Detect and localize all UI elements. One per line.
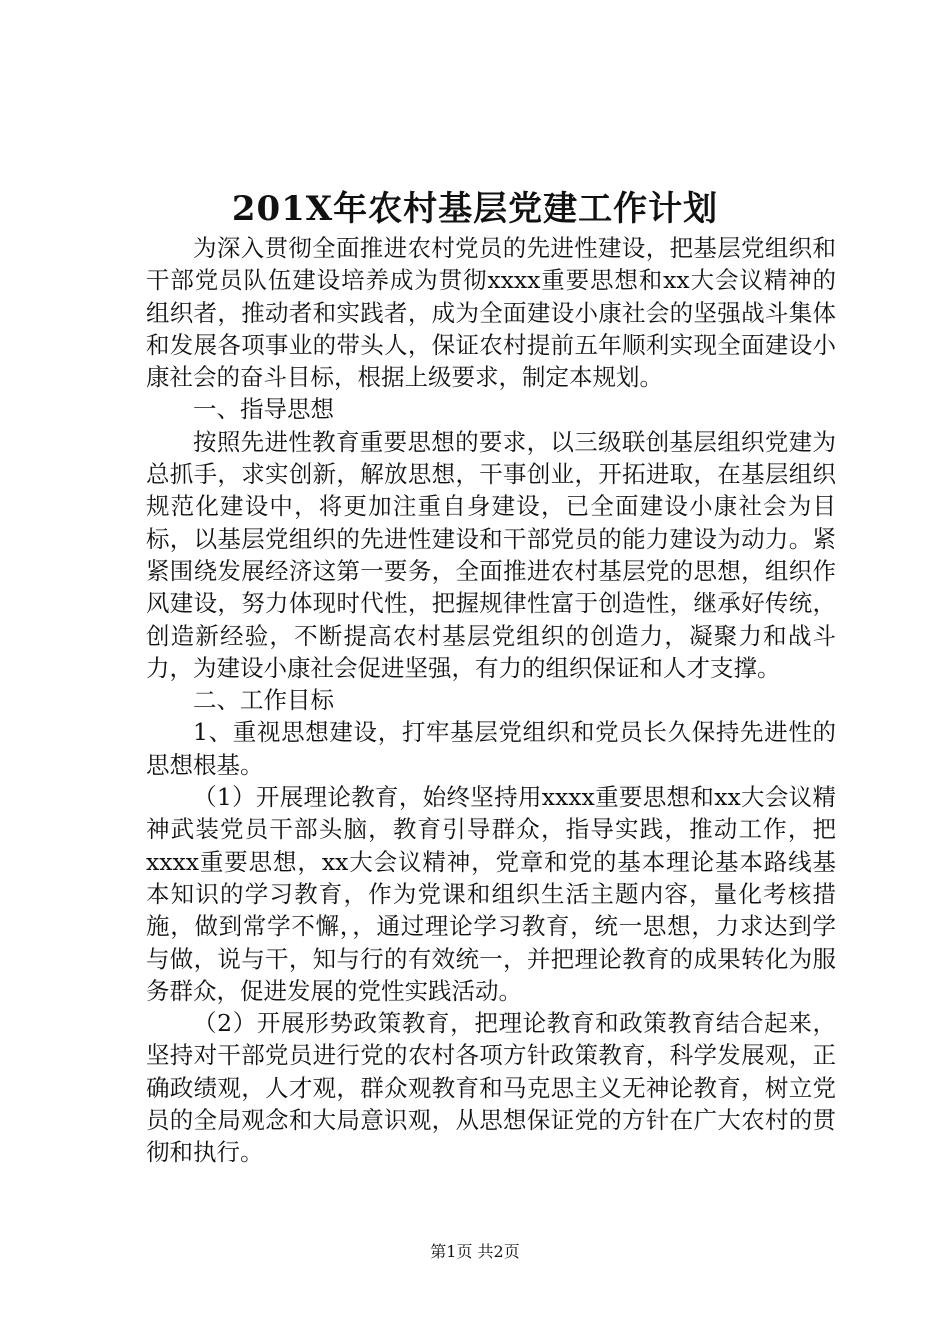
- document-body: [146, 232, 836, 1169]
- goal-1-paragraph: 1、重视思想建设，打牢基层党组织和党员长久保持先进性的思想根基。: [146, 718, 836, 779]
- document-title: 201X年农村基层党建工作计划: [231, 189, 719, 229]
- goal-1-item-1-paragraph: （1）开展理论教育，始终坚持用xxxx重要思想和xx大会议精神武装党员干部头脑，教育引导群众，指导实践，推动工作，把xxxx重要思想，xx大会议精神，党章和党的基本理论基本路线基本知识的学习教育，作为党课和组织生活主题内容，量化考核措施，做到常学不懈，，通过理论学习教育，统一思想，力求达到学与做，说与干，知与行的有效统一，并把理论教育的成果转化为服务群众，促进发展的党性实践活动。: [146, 783, 836, 1005]
- intro-paragraph: 为深入贯彻全面推进农村党员的先进性建设，把基层党组织和干部党员队伍建设培养成为贯彻xxxx重要思想和xx大会议精神的组织者，推动者和实践者，成为全面建设小康社会的坚强战斗集体和发展各项事业的带头人，保证农村提前五年顺利实现全面建设小康社会的奋斗目标，根据上级要求，制定本规划。: [146, 234, 836, 392]
- goal-1-item-2-paragraph: （2）开展形势政策教育，把理论教育和政策教育结合起来，坚持对干部党员进行党的农村各项方针政策教育，科学发展观，正确政绩观，人才观，群众观教育和马克思主义无神论教育，树立党员的全局观念和大局意识观，从思想保证党的方针在广大农村的贯彻和执行。: [146, 1009, 836, 1167]
- guiding-ideology-paragraph: 按照先进性教育重要思想的要求，以三级联创基层组织党建为总抓手，求实创新，解放思想，干事创业，开拓进取，在基层组织规范化建设中，将更加注重自身建设，已全面建设小康社会为目标，以基层党组织的先进性建设和干部党员的能力建设为动力。紧紧围绕发展经济这第一要务，全面推进农村基层党的思想，组织作风建设，努力体现时代性，把握规律性富于创造性，继承好传统，创造新经验，不断提高农村基层党组织的创造力，凝聚力和战斗力，为建设小康社会促进坚强，有力的组织保证和人才支撑。: [146, 427, 836, 682]
- page-number-footer: 第1页 共2页: [430, 1242, 520, 1261]
- section-heading-work-goals: 二、工作目标: [193, 686, 334, 715]
- section-heading-guiding-ideology: 一、指导思想: [193, 395, 334, 424]
